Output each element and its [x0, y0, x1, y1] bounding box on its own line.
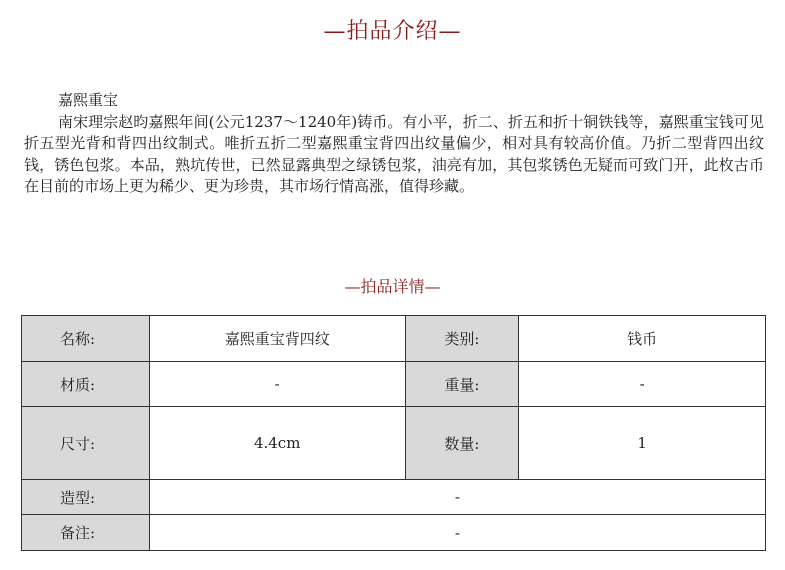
category-value: 钱币 [519, 316, 766, 362]
size-label: 尺寸: [22, 407, 150, 480]
shape-value: - [149, 480, 765, 515]
shape-label: 造型: [22, 480, 150, 515]
weight-value: - [519, 362, 766, 407]
name-value: 嘉熙重宝背四纹 [149, 316, 405, 362]
weight-label: 重量: [405, 362, 519, 407]
intro-section [24, 90, 764, 198]
notes-label: 备注: [22, 515, 150, 551]
table-row [22, 407, 766, 480]
detail-section-title: —拍品详情— [344, 277, 441, 296]
name-label: 名称: [22, 316, 150, 362]
table-row [22, 515, 766, 551]
material-label: 材质: [22, 362, 150, 407]
table-row [22, 362, 766, 407]
size-value: 4.4cm [149, 407, 405, 480]
table-row [22, 480, 766, 515]
item-description: 南宋理宗赵昀嘉熙年间(公元1237～1240年)铸币。有小平，折二、折五和折十铜铁钱等，嘉熙重宝钱可见折五型光背和背四出纹制式。唯折五折二型嘉熙重宝背四出纹量偏少，相对具有较高价值。乃折二型背四出纹钱，锈色包浆。本品，熟坑传世，已然显露典型之绿锈包浆，油亮有加，其包浆锈色无疑而可致门开，此枚古币在目前的市场上更为稀少、更为珍贵，其市场行情高涨，值得珍藏。 [24, 112, 764, 196]
quantity-value: 1 [519, 407, 766, 480]
item-name: 嘉熙重宝 [58, 91, 119, 109]
table-row [22, 316, 766, 362]
notes-value: - [149, 515, 765, 551]
details-table [21, 315, 766, 551]
intro-section-title: —拍品介绍— [323, 19, 462, 44]
category-label: 类别: [405, 316, 519, 362]
quantity-label: 数量: [405, 407, 519, 480]
material-value: - [149, 362, 405, 407]
